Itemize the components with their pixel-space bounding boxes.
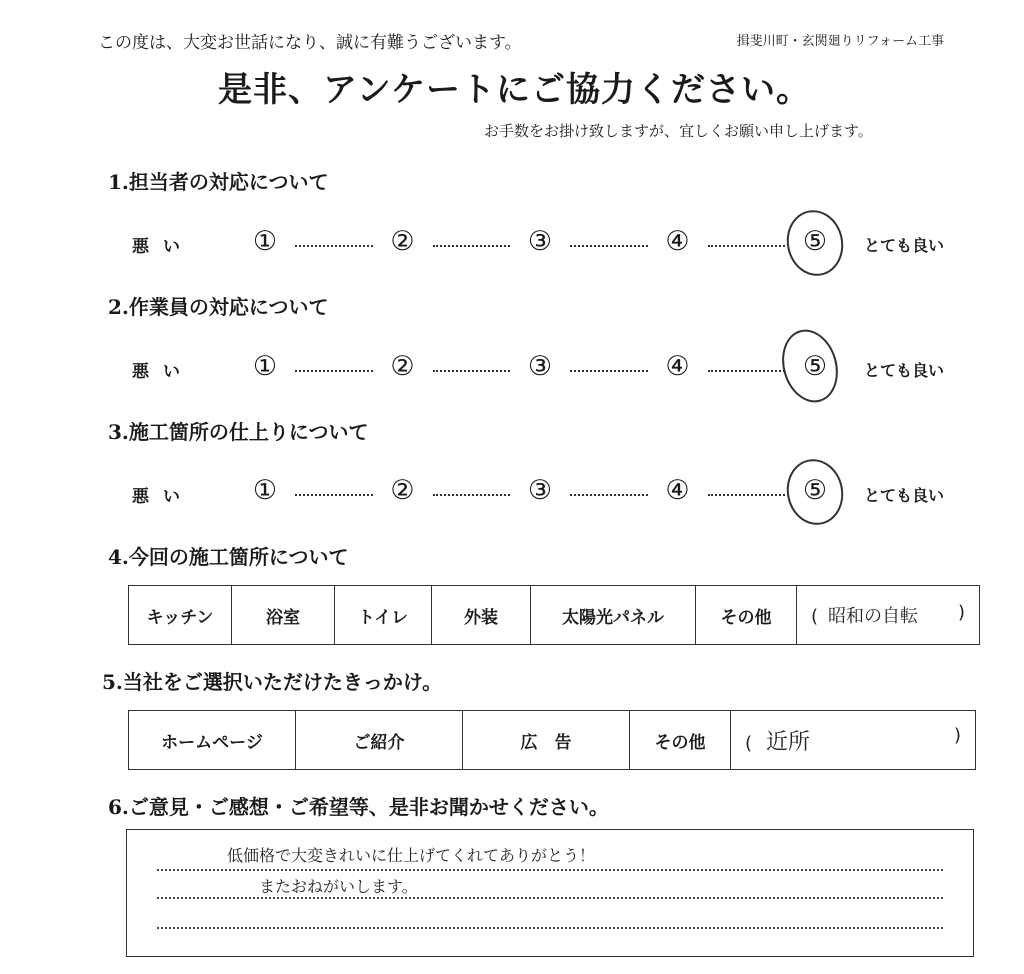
dotted-connector [295, 494, 373, 496]
question-2-good-label: とても良い [864, 361, 945, 380]
q5-option-other[interactable]: その他 [630, 711, 731, 770]
q4-other-field[interactable] [797, 586, 980, 645]
comment-line-2 [157, 897, 943, 899]
question-3-bad-label: 悪い [132, 487, 194, 507]
q1-option-4[interactable]: ④ [665, 226, 690, 257]
q4-option-toilet[interactable]: トイレ [335, 586, 432, 645]
question-1-bad-label: 悪い [132, 237, 194, 257]
q3-option-4[interactable]: ④ [665, 475, 690, 506]
comment-handwritten-line-2: またおねがいします。 [259, 877, 418, 896]
q1-option-3[interactable]: ③ [527, 226, 553, 257]
dotted-connector [295, 245, 373, 247]
q5-other-open-paren: ( [745, 732, 753, 754]
q5-option-referral[interactable]: ご紹介 [296, 711, 463, 770]
dotted-connector [708, 245, 786, 247]
q4-other-open-paren: ( [811, 606, 819, 627]
comment-line-3 [157, 927, 943, 929]
question-3-good-label: とても良い [864, 486, 945, 505]
comment-box[interactable] [126, 829, 974, 957]
q5-other-close-paren: ) [953, 724, 961, 746]
dotted-connector [433, 494, 511, 496]
q4-option-solar-panel[interactable]: 太陽光パネル [531, 586, 696, 645]
q3-option-1[interactable]: ① [252, 475, 278, 506]
q4-option-other[interactable]: その他 [696, 586, 797, 645]
dotted-connector [433, 370, 511, 372]
q5-other-handwritten: 近所 [765, 729, 810, 755]
q4-other-handwritten: 昭和の自転 [827, 606, 918, 627]
comment-handwritten-line-1: 低価格で大変きれいに仕上げてくれてありがとう！ [227, 846, 596, 865]
dotted-connector [433, 245, 511, 247]
q5-other-field[interactable] [731, 711, 976, 770]
page-title: 是非、アンケートにご協力ください。 [218, 70, 811, 110]
q5-option-homepage[interactable]: ホームページ [129, 711, 296, 770]
q4-option-exterior[interactable]: 外装 [432, 586, 531, 645]
dotted-connector [570, 370, 648, 372]
dotted-connector [570, 494, 648, 496]
dotted-connector [295, 370, 373, 372]
dotted-connector [708, 370, 786, 372]
q2-option-1[interactable]: ① [252, 351, 278, 382]
question-1-scale [245, 222, 835, 262]
q2-option-5[interactable]: ⑤ [795, 347, 835, 387]
question-1-good-label: とても良い [864, 236, 945, 255]
q5-options-table [128, 710, 976, 770]
dotted-connector [708, 494, 786, 496]
greeting-text: この度は、大変お世話になり、誠に有難うございます。 [98, 33, 522, 53]
question-1-title: 1.担当者の対応について [108, 170, 329, 194]
page-subtitle: お手数をお掛け致しますが、宜しくお願い申し上げます。 [484, 122, 873, 140]
question-2-bad-label: 悪い [132, 362, 194, 382]
question-3-scale [245, 471, 835, 511]
q2-option-3[interactable]: ③ [527, 351, 553, 382]
q4-option-bathroom[interactable]: 浴室 [232, 586, 335, 645]
project-name: 揖斐川町・玄関廻りリフォーム工事 [736, 34, 944, 49]
q4-other-close-paren: ) [957, 602, 965, 623]
question-4-title: 4.今回の施工箇所について [108, 545, 349, 569]
q3-option-3[interactable]: ③ [527, 475, 553, 506]
q3-option-5[interactable]: ⑤ [795, 471, 835, 511]
question-6-title: 6.ご意見・ご感想・ご希望等、是非お聞かせください。 [108, 795, 609, 819]
q2-option-4[interactable]: ④ [665, 351, 690, 382]
q1-option-5[interactable]: ⑤ [795, 222, 835, 262]
q1-option-2[interactable]: ② [390, 226, 415, 257]
q4-options-table [128, 585, 980, 645]
question-3-title: 3.施工箇所の仕上りについて [108, 420, 369, 444]
question-2-scale [245, 347, 835, 387]
q2-option-2[interactable]: ② [390, 351, 415, 382]
dotted-connector [570, 245, 648, 247]
comment-line-1 [157, 869, 943, 871]
q5-option-advertisement[interactable]: 広 告 [463, 711, 630, 770]
q3-option-2[interactable]: ② [390, 475, 415, 506]
question-5-title: 5.当社をご選択いただけたきっかけ。 [102, 670, 443, 694]
question-2-title: 2.作業員の対応について [108, 295, 329, 319]
q1-option-1[interactable]: ① [252, 226, 278, 257]
q4-option-kitchen[interactable]: キッチン [129, 586, 232, 645]
